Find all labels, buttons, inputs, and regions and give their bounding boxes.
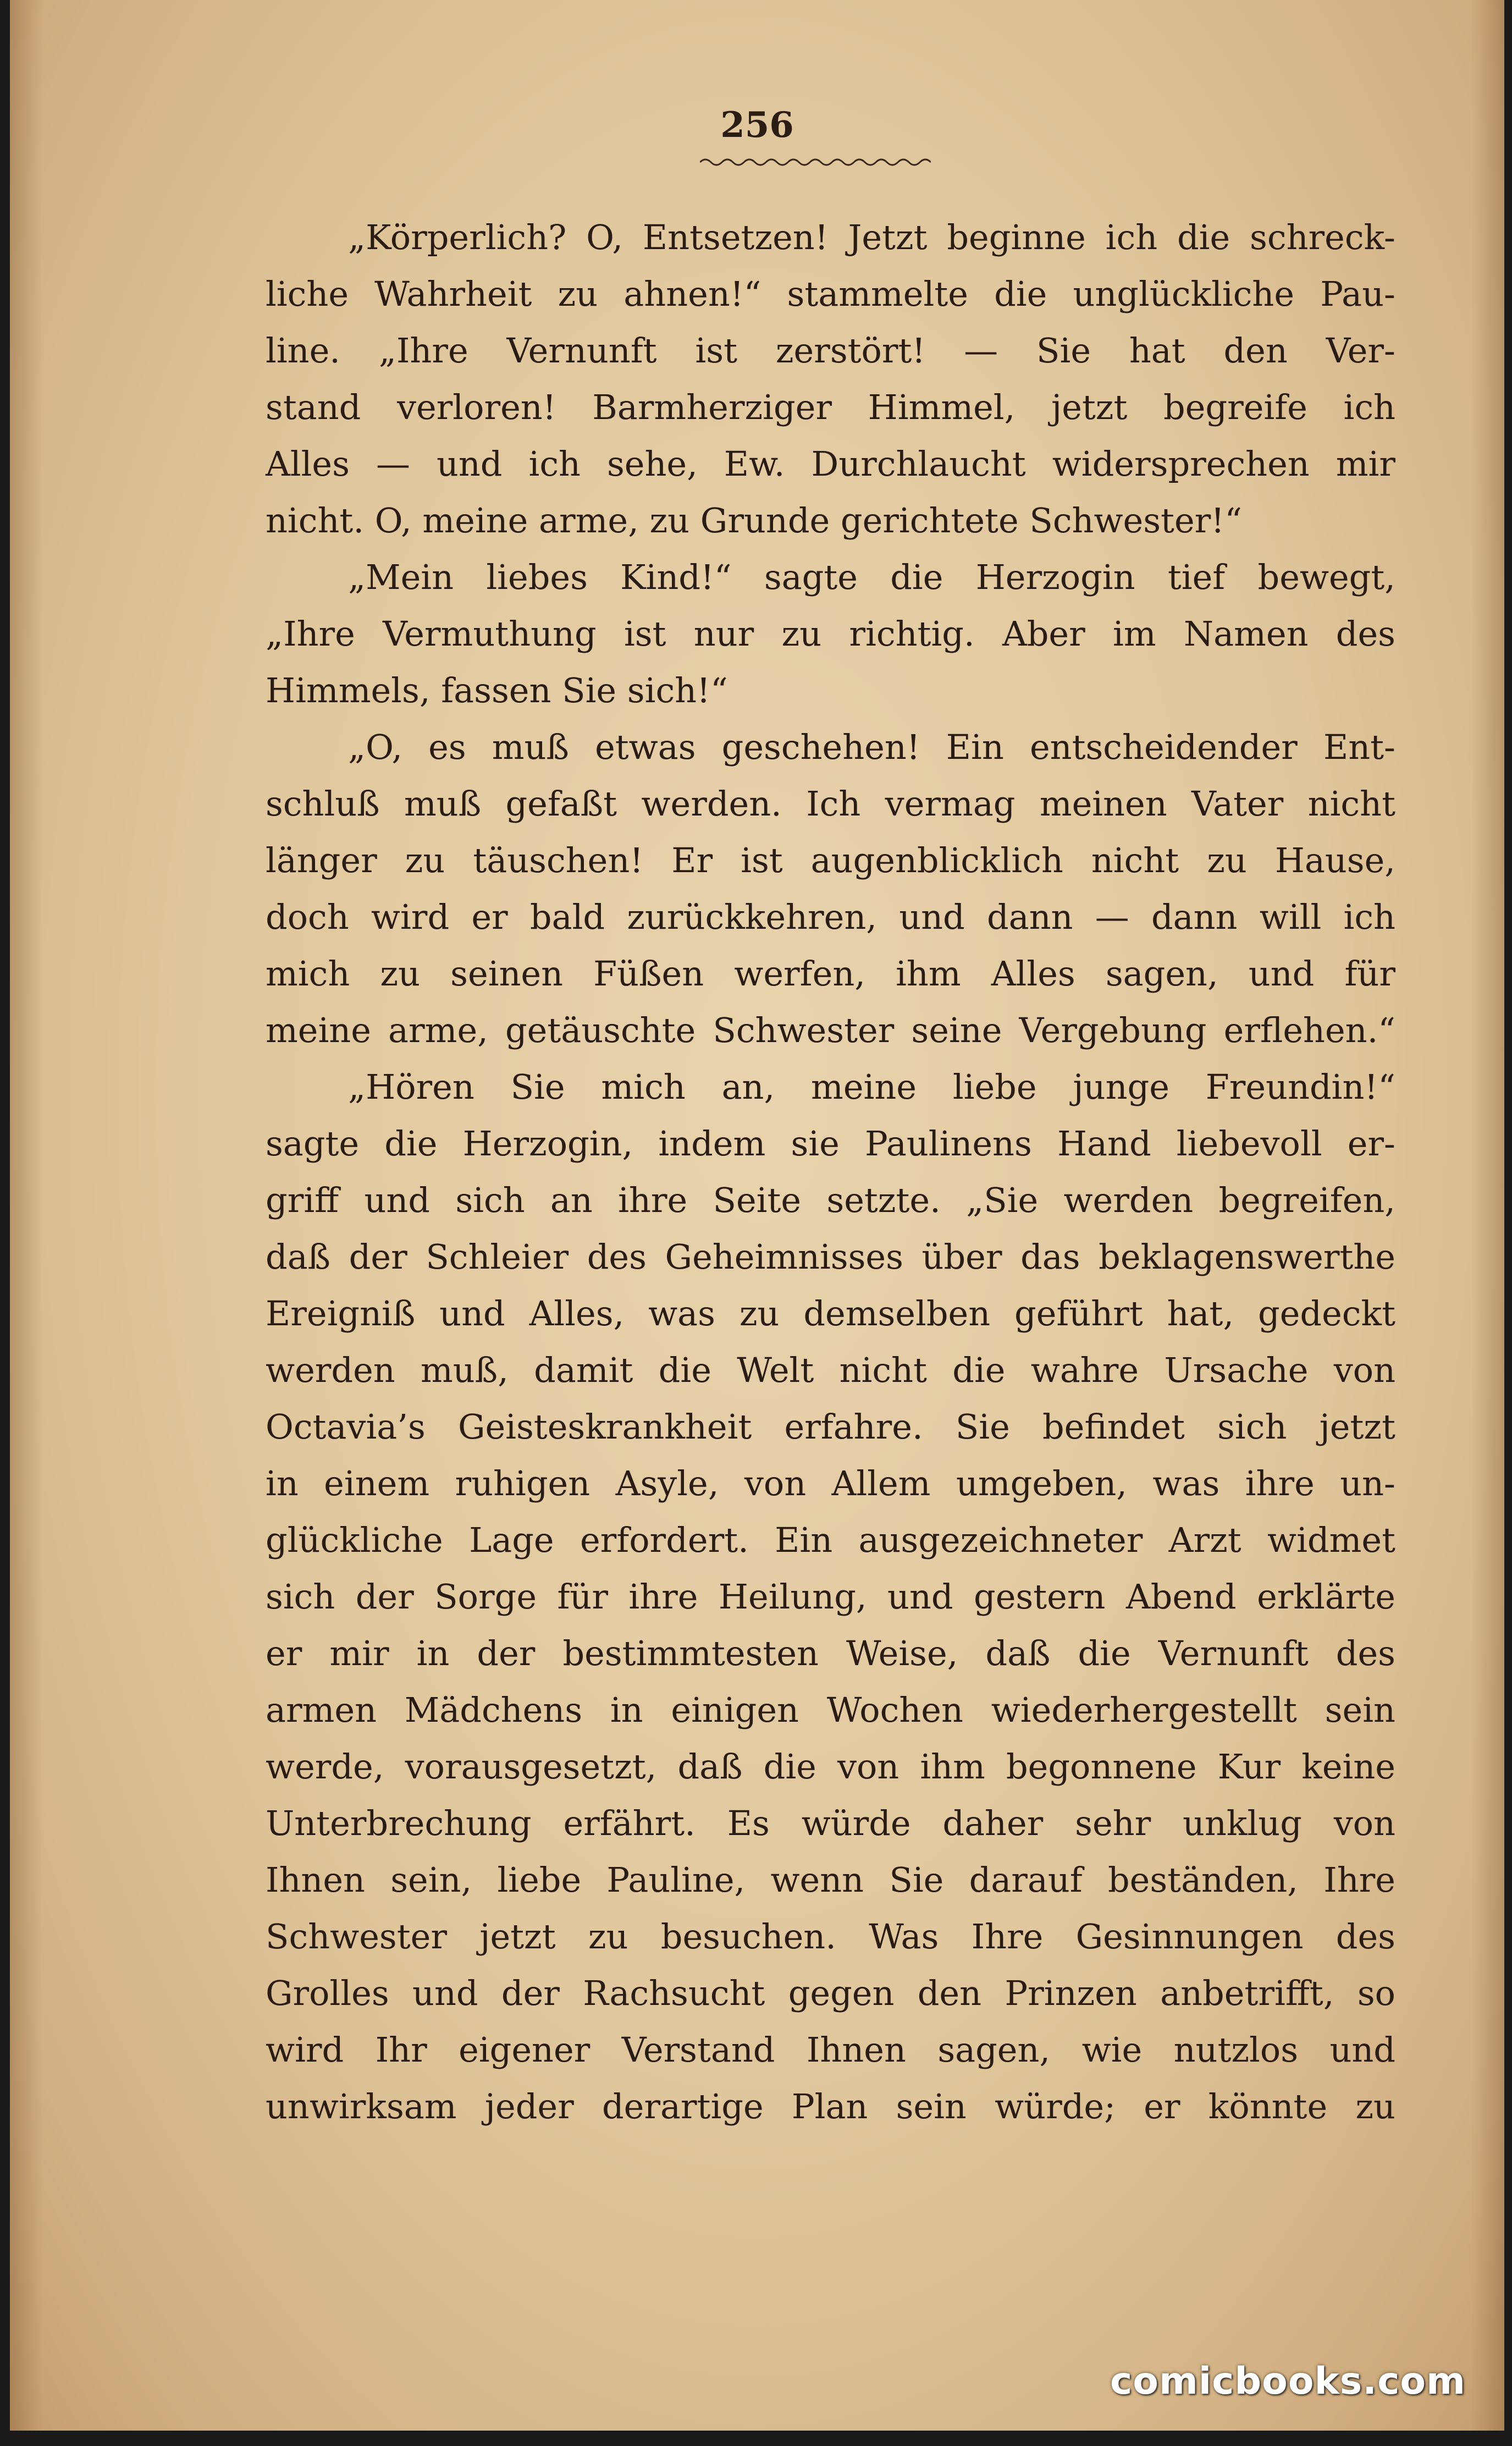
text-line: er mir in der bestimmtesten Weise, daß die Vernunft des bbox=[266, 1633, 1395, 1673]
text-line: länger zu täuschen! Er ist augenblicklich nicht zu Hause, bbox=[266, 840, 1395, 880]
page-edge-shadow-right bbox=[1471, 0, 1504, 2431]
text-line: daß der Schleier des Geheimnisses über das beklagenswerthe bbox=[266, 1237, 1395, 1277]
text-line: mich zu seinen Füßen werfen, ihm Alles sagen, und für bbox=[266, 954, 1395, 994]
text-line: meine arme, getäuschte Schwester seine Vergebung erflehen.“ bbox=[266, 1010, 1395, 1050]
page-edge-shadow-left bbox=[10, 0, 43, 2431]
text-line: wird Ihr eigener Verstand Ihnen sagen, wie nutzlos und bbox=[266, 2030, 1395, 2070]
text-line: glückliche Lage erfordert. Ein ausgezeichneter Arzt widmet bbox=[266, 1520, 1395, 1560]
text-line: nicht. O, meine arme, zu Grunde gerichtete Schwester!“ bbox=[266, 500, 1242, 541]
text-line: werden muß, damit die Welt nicht die wahre Ursache von bbox=[266, 1350, 1395, 1390]
text-line: in einem ruhigen Asyle, von Allem umgeben, was ihre un- bbox=[266, 1463, 1395, 1503]
text-line: „Mein liebes Kind!“ sagte die Herzogin tief bewegt, bbox=[348, 557, 1395, 597]
text-line: sich der Sorge für ihre Heilung, und gestern Abend erklärte bbox=[266, 1577, 1395, 1617]
text-line: Octavia’s Geisteskrankheit erfahre. Sie befindet sich jetzt bbox=[266, 1407, 1395, 1447]
text-line: schluß muß gefaßt werden. Ich vermag meinen Vater nicht bbox=[266, 784, 1395, 824]
text-line: Alles — und ich sehe, Ew. Durchlaucht widersprechen mir bbox=[266, 444, 1395, 484]
text-line: werde, vorausgesetzt, daß die von ihm begonnene Kur keine bbox=[266, 1747, 1395, 1787]
book-page bbox=[10, 0, 1504, 2431]
text-line: Ereigniß und Alles, was zu demselben geführt hat, gedeckt bbox=[266, 1293, 1395, 1334]
ornament-divider bbox=[700, 154, 931, 170]
page-number: 256 bbox=[720, 104, 794, 146]
text-line: „O, es muß etwas geschehen! Ein entscheidender Ent- bbox=[348, 727, 1395, 767]
text-line: griff und sich an ihre Seite setzte. „Sie werden begreifen, bbox=[266, 1180, 1395, 1220]
text-line: line. „Ihre Vernunft ist zerstört! — Sie hat den Ver- bbox=[266, 330, 1395, 371]
text-line: sagte die Herzogin, indem sie Paulinens Hand liebevoll er- bbox=[266, 1123, 1395, 1164]
text-line: armen Mädchens in einigen Wochen wiederhergestellt sein bbox=[266, 1690, 1395, 1730]
text-line: „Körperlich? O, Entsetzen! Jetzt beginne ich die schreck- bbox=[348, 217, 1395, 257]
text-line: liche Wahrheit zu ahnen!“ stammelte die unglückliche Pau- bbox=[266, 274, 1395, 314]
text-line: Schwester jetzt zu besuchen. Was Ihre Gesinnungen des bbox=[266, 1916, 1395, 1957]
text-line: Ihnen sein, liebe Pauline, wenn Sie darauf beständen, Ihre bbox=[266, 1860, 1395, 1900]
text-line: Grolles und der Rachsucht gegen den Prinzen anbetrifft, so bbox=[266, 1973, 1395, 2013]
text-line: doch wird er bald zurückkehren, und dann — dann will ich bbox=[266, 897, 1395, 937]
text-line: „Hören Sie mich an, meine liebe junge Freundin!“ bbox=[348, 1067, 1395, 1107]
watermark: comicbooks.com bbox=[1110, 2360, 1466, 2403]
text-line: Unterbrechung erfährt. Es würde daher sehr unklug von bbox=[266, 1803, 1395, 1843]
text-line: stand verloren! Barmherziger Himmel, jetzt begreife ich bbox=[266, 387, 1395, 427]
text-line: „Ihre Vermuthung ist nur zu richtig. Aber im Namen des bbox=[266, 614, 1395, 654]
text-line: Himmels, fassen Sie sich!“ bbox=[266, 670, 728, 710]
text-line: unwirksam jeder derartige Plan sein würde; er könnte zu bbox=[266, 2086, 1395, 2127]
body-text bbox=[266, 209, 1395, 2135]
